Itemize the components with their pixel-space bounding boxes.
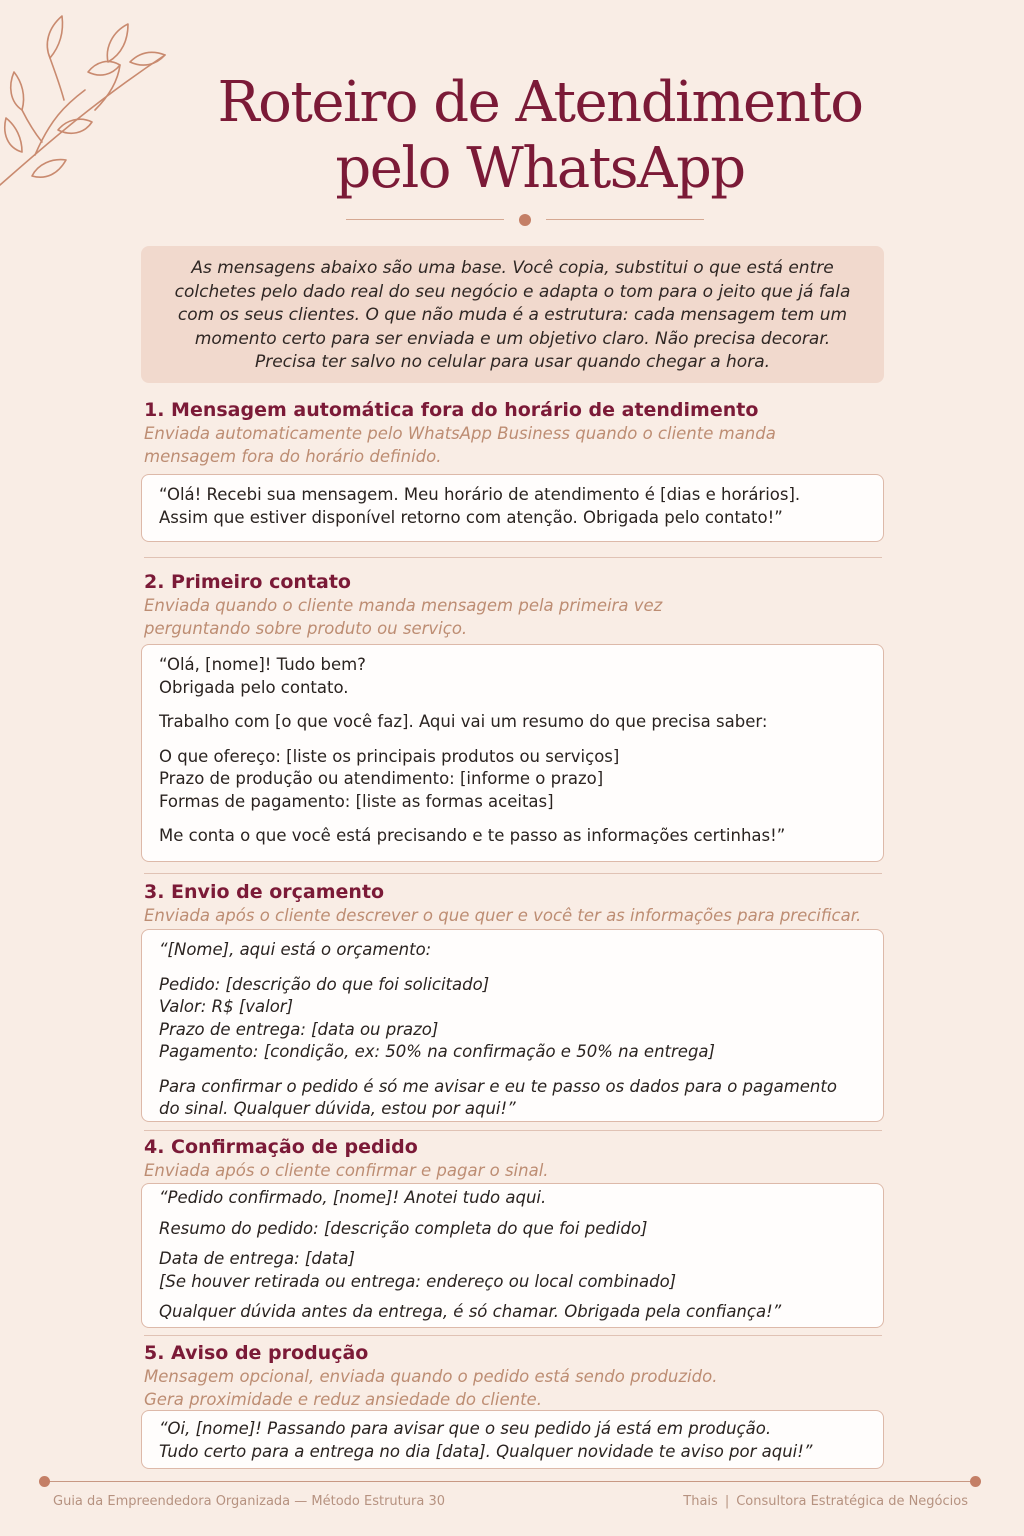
message-line: Resumo do pedido: [descrição completa do que foi pedido] (159, 1218, 648, 1238)
footer-left-text: Guia da Empreendedora Organizada — Método Estrutura 30 (53, 1494, 445, 1509)
section-title: 2. Primeiro contato (144, 571, 351, 593)
footer-role: Consultora Estratégica de Negócios (736, 1494, 968, 1509)
message-line: Assim que estiver disponível retorno com atenção. Obrigada pelo contato!” (159, 507, 783, 527)
page-title-line-2: pelo WhatsApp (335, 136, 745, 201)
page-title-line-1: Roteiro de Atendimento (217, 70, 863, 135)
footer-divider (44, 1481, 976, 1482)
section-5-header (144, 1341, 884, 1411)
message-line: [Se houver retirada ou entrega: endereço ou local combinado] (159, 1271, 677, 1291)
section-description: Gera proximidade e reduz ansiedade do cliente. (144, 1390, 542, 1409)
section-description: Enviada após o cliente descrever o que quer e você ter as informações para precificar. (144, 906, 862, 925)
message-box-1[interactable] (141, 474, 884, 542)
intro-line: As mensagens abaixo são uma base. Você copia, substitui o que está entre (191, 258, 834, 278)
section-description: Enviada quando o cliente manda mensagem pela primeira vez (144, 596, 663, 615)
section-divider (144, 1130, 882, 1131)
message-line: “Pedido confirmado, [nome]! Anotei tudo aqui. (159, 1188, 547, 1207)
message-line: Obrigada pelo contato. (159, 677, 349, 697)
section-description: perguntando sobre produto ou serviço. (144, 619, 468, 638)
message-line: Data de entrega: [data] (159, 1249, 355, 1268)
dot-divider-icon (346, 213, 704, 227)
message-box-5[interactable] (141, 1410, 884, 1469)
message-line: Me conta o que você está precisando e te passo as informações certinhas!” (159, 826, 786, 845)
footer-right-text (683, 1494, 968, 1509)
message-line: “Olá! Recebi sua mensagem. Meu horário de atendimento é [dias e horários]. (159, 485, 801, 504)
section-description: Enviada após o cliente confirmar e pagar o sinal. (144, 1161, 549, 1180)
message-line: Para confirmar o pedido é só me avisar e eu te passo os dados para o pagamento (159, 1076, 837, 1096)
footer-separator: | (724, 1494, 730, 1509)
intro-line: Precisa ter salvo no celular para usar quando chegar a hora. (254, 352, 771, 372)
section-1-header (144, 398, 884, 468)
intro-line: colchetes pelo dado real do seu negócio e adapta o tom para o jeito que já fala (174, 281, 851, 302)
message-line: Pedido: [descrição do que foi solicitado] (159, 974, 490, 994)
section-4-header (144, 1135, 884, 1182)
message-line: Tudo certo para a entrega no dia [data]. Qualquer novidade te aviso por aqui!” (159, 1441, 813, 1461)
message-line: Prazo de entrega: [data ou prazo] (159, 1019, 439, 1039)
section-title: 1. Mensagem automática fora do horário de atendimento (144, 399, 759, 421)
section-title: 3. Envio de orçamento (144, 881, 385, 903)
section-2-header (144, 570, 884, 640)
message-line: Pagamento: [condição, ex: 50% na confirmação e 50% na entrega] (159, 1042, 715, 1061)
footer-author: Thais (683, 1494, 718, 1509)
message-line: “Oi, [nome]! Passando para avisar que o seu pedido já está em produção. (159, 1419, 772, 1438)
message-line: do sinal. Qualquer dúvida, estou por aqui!” (159, 1099, 516, 1118)
message-line: Trabalho com [o que você faz]. Aqui vai um resumo do que precisa saber: (159, 712, 768, 731)
message-line: O que ofereço: [liste os principais produtos ou serviços] (159, 746, 620, 766)
message-line: Formas de pagamento: [liste as formas aceitas] (159, 791, 554, 811)
message-line: “[Nome], aqui está o orçamento: (159, 940, 432, 959)
section-description: Enviada automaticamente pelo WhatsApp Business quando o cliente manda (144, 424, 776, 443)
message-line: Valor: R$ [valor] (159, 997, 294, 1016)
section-3-header (144, 880, 884, 927)
footer-dot-icon (970, 1476, 981, 1487)
intro-line: com os seus clientes. O que não muda é a estrutura: cada mensagem tem um (177, 305, 848, 325)
intro-box (141, 246, 884, 383)
section-title: 5. Aviso de produção (144, 1342, 369, 1364)
message-line: Prazo de produção ou atendimento: [informe o prazo] (159, 769, 604, 788)
section-description: Mensagem opcional, enviada quando o pedido está sendo produzido. (144, 1367, 718, 1386)
message-line: Qualquer dúvida antes da entrega, é só chamar. Obrigada pela confiança!” (159, 1302, 782, 1321)
page-title (0, 70, 1024, 202)
section-divider (144, 1335, 882, 1336)
message-box-4[interactable] (141, 1183, 884, 1328)
message-box-2[interactable] (141, 644, 884, 862)
section-divider (144, 873, 882, 874)
section-description: mensagem fora do horário definido. (144, 447, 442, 466)
section-divider (144, 557, 882, 558)
footer-dot-icon (39, 1476, 50, 1487)
section-title: 4. Confirmação de pedido (144, 1136, 418, 1158)
message-line: “Olá, [nome]! Tudo bem? (159, 655, 366, 674)
intro-line: momento certo para ser enviada e um objetivo claro. Não precisa decorar. (194, 328, 831, 349)
message-box-3[interactable] (141, 929, 884, 1122)
